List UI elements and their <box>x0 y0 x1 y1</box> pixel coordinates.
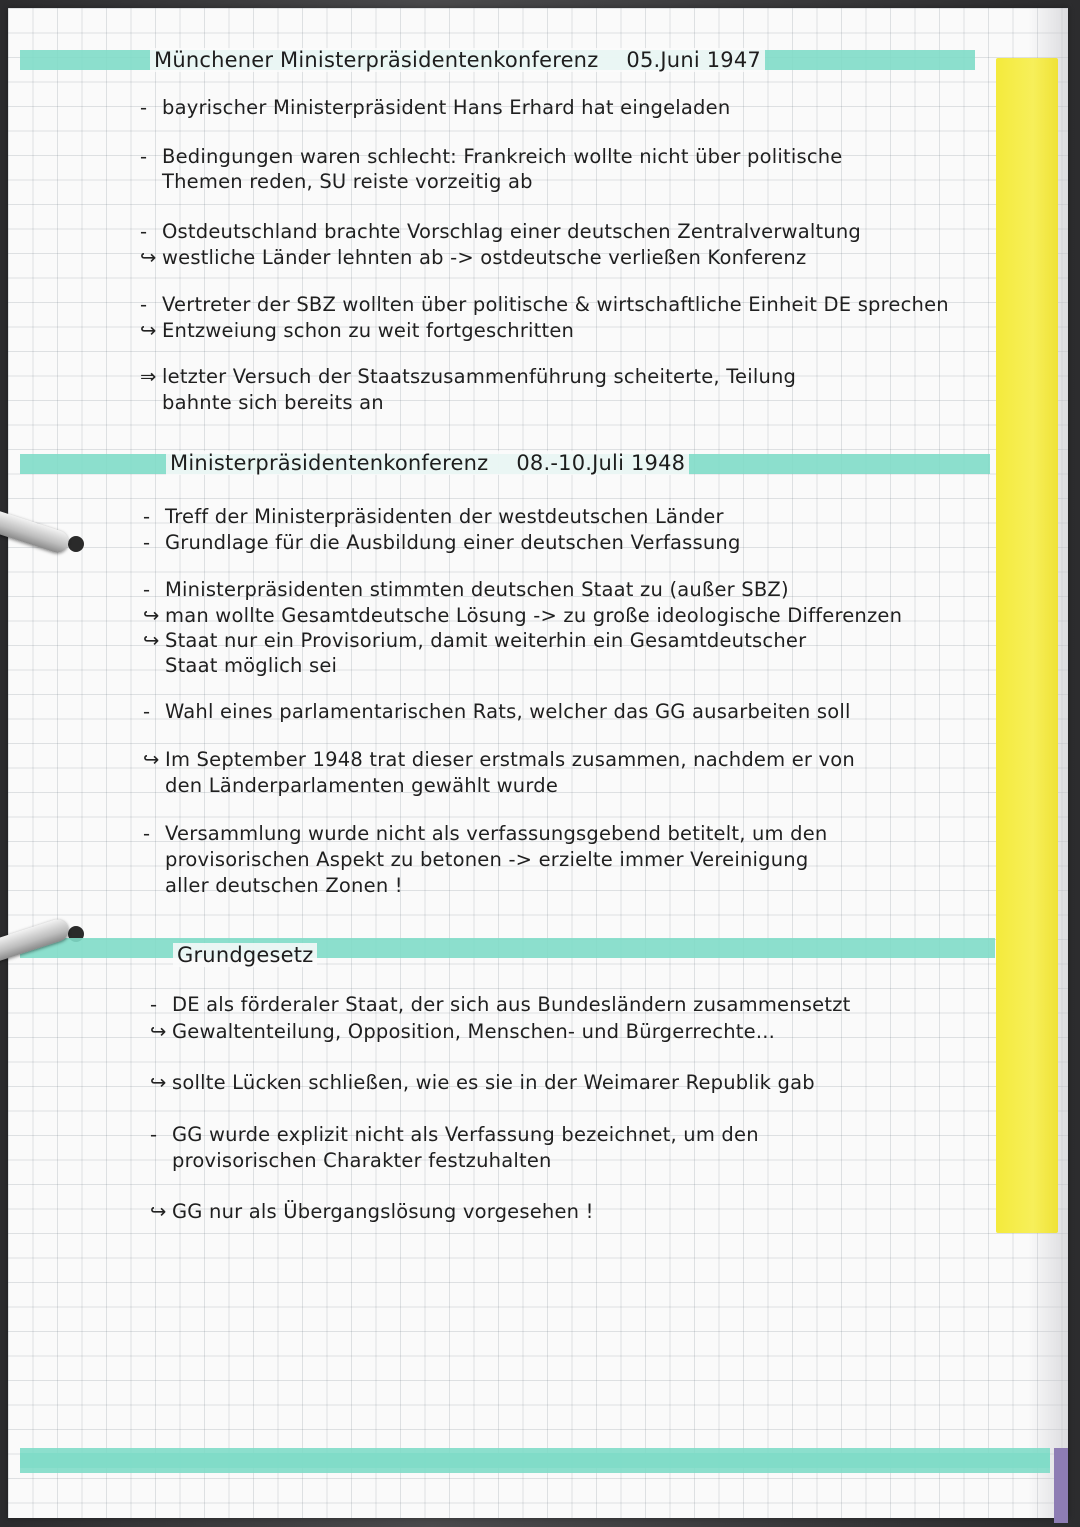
note-line: provisorischen Charakter festzuhalten <box>172 1149 552 1172</box>
note-line: - Wahl eines parlamentarischen Rats, welcher das GG ausarbeiten soll <box>143 700 851 723</box>
highlight-band <box>20 1453 1050 1473</box>
note-line: bahnte sich bereits an <box>162 391 384 414</box>
note-line: - Bedingungen waren schlecht: Frankreich wollte nicht über politische <box>140 145 843 168</box>
heading-title: Münchener Ministerpräsidentenkonferenz <box>154 48 599 72</box>
note-line: - Ministerpräsidenten stimmten deutschen Staat zu (außer SBZ) <box>143 578 789 601</box>
note-line: - Treff der Ministerpräsidenten der westdeutschen Länder <box>143 505 724 528</box>
note-line: - Ostdeutschland brachte Vorschlag einer deutschen Zentralverwaltung <box>140 220 862 243</box>
heading-title: Grundgesetz <box>177 943 314 967</box>
section-heading <box>150 48 765 72</box>
note-line: - Grundlage für die Ausbildung einer deutschen Verfassung <box>143 531 741 554</box>
note-line: ⇒ letzter Versuch der Staatszusammenführung scheiterte, Teilung <box>140 365 797 388</box>
notebook-page <box>8 8 1068 1518</box>
note-line: ↪ sollte Lücken schließen, wie es sie in der Weimarer Republik gab <box>150 1071 815 1094</box>
section-heading <box>166 451 689 475</box>
note-line: aller deutschen Zonen ! <box>165 874 403 897</box>
note-line: Staat möglich sei <box>165 654 338 677</box>
note-line: - Vertreter der SBZ wollten über politische & wirtschaftliche Einheit DE sprechen <box>140 293 949 316</box>
note-line: den Länderparlamenten gewählt wurde <box>165 774 559 797</box>
note-line: - GG wurde explizit nicht als Verfassung bezeichnet, um den <box>150 1123 759 1146</box>
note-line: - bayrischer Ministerpräsident Hans Erhard hat eingeladen <box>140 96 731 119</box>
yellow-divider-tab <box>996 58 1058 1233</box>
note-line: ↪ Gewaltenteilung, Opposition, Menschen- und Bürgerrechte... <box>150 1020 776 1043</box>
heading-title: Ministerpräsidentenkonferenz <box>170 451 489 475</box>
note-line: ↪ man wollte Gesamtdeutsche Lösung -> zu große ideologische Differenzen <box>143 604 903 627</box>
note-line: ↪ Staat nur ein Provisorium, damit weiterhin ein Gesamtdeutscher <box>143 629 807 652</box>
note-line: ↪ GG nur als Übergangslösung vorgesehen ! <box>150 1200 594 1223</box>
note-line: Themen reden, SU reiste vorzeitig ab <box>162 170 533 193</box>
purple-divider-tab <box>1054 1448 1068 1523</box>
heading-date: 08.-10.Juli 1948 <box>516 451 686 475</box>
punch-hole <box>68 536 84 552</box>
highlight-band <box>20 938 995 958</box>
heading-date: 05.Juni 1947 <box>626 48 761 72</box>
note-line: ↪ westliche Länder lehnten ab -> ostdeutsche verließen Konferenz <box>140 246 807 269</box>
note-line: - DE als förderaler Staat, der sich aus Bundesländern zusammensetzt <box>150 993 851 1016</box>
note-line: provisorischen Aspekt zu betonen -> erzielte immer Vereinigung <box>165 848 809 871</box>
note-line: - Versammlung wurde nicht als verfassungsgebend betitelt, um den <box>143 822 828 845</box>
note-line: ↪ Entzweiung schon zu weit fortgeschritten <box>140 319 575 342</box>
section-heading <box>173 943 317 967</box>
note-line: ↪ Im September 1948 trat dieser erstmals zusammen, nachdem er von <box>143 748 855 771</box>
